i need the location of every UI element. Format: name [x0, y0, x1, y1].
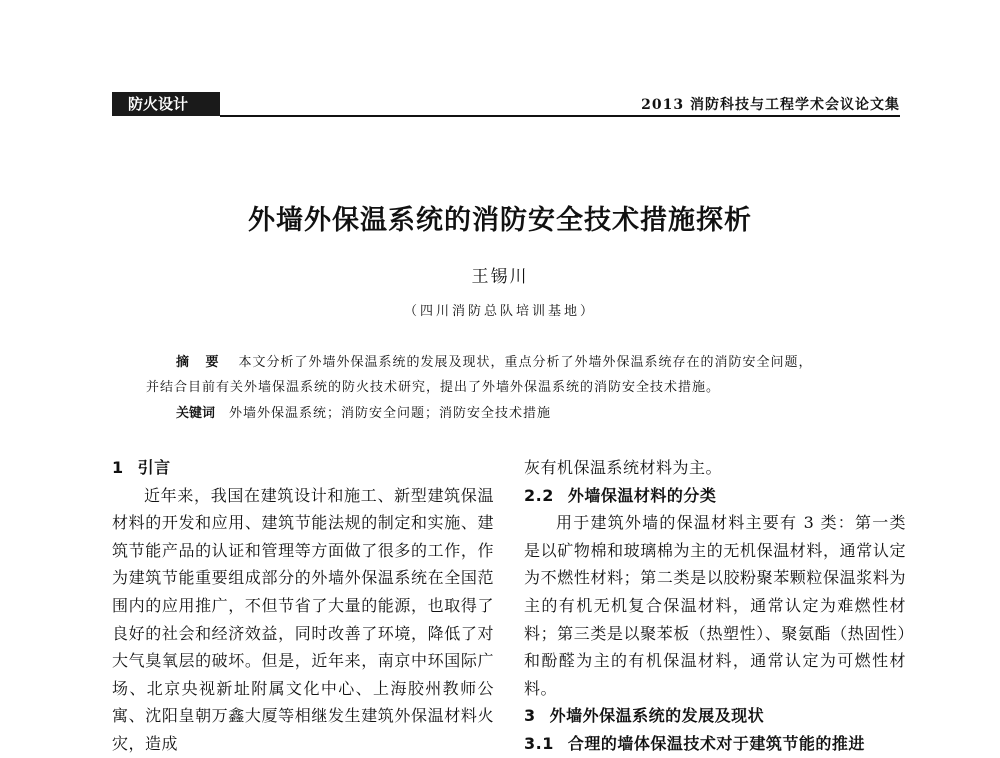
section-3-1-number: 3.1 — [524, 733, 554, 753]
section-3-number: 3 — [524, 706, 536, 726]
abstract-text-1: 本文分析了外墙外保温系统的发展及现状，重点分析了外墙外保温系统存在的消防安全问题， — [238, 355, 813, 370]
section-1-heading — [112, 454, 494, 482]
keywords-label: 关键词 — [176, 406, 216, 421]
section-2-2-paragraph: 用于建筑外墙的保温材料主要有 3 类：第一类是以矿物棉和玻璃棉为主的无机保温材料，通常认定为不燃性材料；第二类是以胶粉聚苯颗粒保温浆料为主的有机无机复合保温材料，通常认定为难燃性材料；第三类是以聚苯板（热塑性）、聚氨酯（热固性）和酚醛为主的有机保温材料，通常认定为可燃性材料。 — [524, 513, 906, 698]
author: 王锡川 — [471, 267, 529, 287]
section-3-1-heading — [524, 730, 906, 758]
header-rule — [220, 115, 900, 117]
section-1-title: 引言 — [137, 458, 171, 477]
section-tag: 防火设计 — [112, 92, 220, 116]
section-2-2-heading — [524, 482, 906, 510]
right-column — [524, 454, 906, 758]
section-3-1-title: 合理的墙体保温技术对于建筑节能的推进 — [567, 733, 865, 753]
abstract-label: 摘 要 — [176, 355, 225, 370]
keywords-line — [176, 402, 551, 421]
abstract-line-1 — [176, 351, 813, 370]
left-column — [112, 454, 494, 758]
proceedings-title: 2013 消防科技与工程学术会议论文集 — [641, 97, 900, 113]
section-2-2-number: 2.2 — [524, 485, 554, 505]
intro-paragraph: 近年来，我国在建筑设计和施工、新型建筑保温材料的开发和应用、建筑节能法规的制定和实施、建筑节能产品的认证和管理等方面做了很多的工作，作为建筑节能重要组成部分的外墙外保温系统在全国范围内的应用推广，不但节省了大量的能源，也取得了良好的社会和经济效益，同时改善了环境，降低了对大气臭氧层的破坏。但是，近年来，南京中环国际广场、北京央视新址附属文化中心、上海胶州教师公寓、沈阳皇朝万鑫大厦等相继发生建筑外保温材料火灾，造成 — [112, 485, 494, 753]
continued-text: 灰有机保温系统材料为主。 — [524, 458, 723, 477]
section-3-heading — [524, 702, 906, 730]
section-1-number: 1 — [112, 458, 124, 477]
section-3-title: 外墙外保温系统的发展及现状 — [549, 706, 765, 726]
section-2-2-title: 外墙保温材料的分类 — [567, 485, 717, 505]
keywords-text: 外墙外保温系统；消防安全问题；消防安全技术措施 — [229, 406, 552, 421]
abstract-line-2: 并结合目前有关外墙保温系统的防火技术研究，提出了外墙外保温系统的消防安全技术措施。 — [146, 380, 721, 395]
paper-title: 外墙外保温系统的消防安全技术措施探析 — [248, 205, 752, 236]
affiliation: （四川消防总队培训基地） — [403, 304, 596, 319]
